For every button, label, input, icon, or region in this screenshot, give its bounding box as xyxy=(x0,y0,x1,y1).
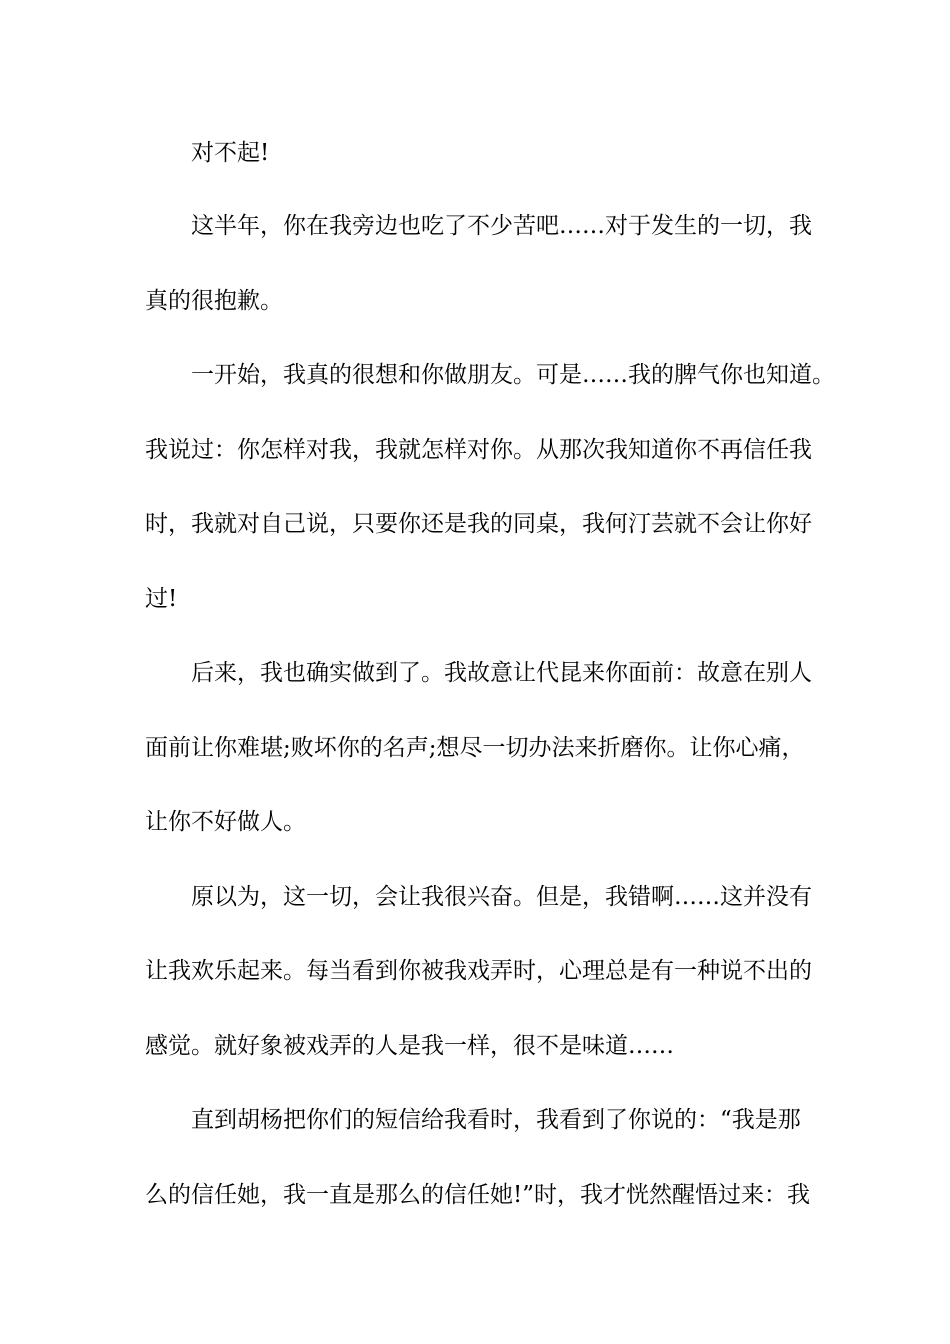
paragraph-line: 让你不好做人。 xyxy=(145,809,306,835)
paragraph-line: 一开始，我真的很想和你做朋友。可是……我的脾气你也知道。 xyxy=(191,362,835,388)
paragraph-line: 直到胡杨把你们的短信给我看时，我看到了你说的：“我是那 xyxy=(191,1107,801,1133)
paragraph-line: 面前让你难堪;败坏你的名声;想尽一切办法来折磨你。让你心痛， xyxy=(145,735,805,761)
paragraph-line: 后来，我也确实做到了。我故意让代昆来你面前：故意在别人 xyxy=(191,660,812,686)
paragraph-line: 对不起! xyxy=(191,140,270,166)
paragraph-line: 时，我就对自己说，只要你还是我的同桌，我何汀芸就不会让你好 xyxy=(145,511,812,537)
paragraph-line: 我说过：你怎样对我，我就怎样对你。从那次我知道你不再信任我 xyxy=(145,437,812,463)
paragraph-line: 么的信任她，我一直是那么的信任她!”时，我才恍然醒悟过来：我 xyxy=(145,1182,811,1208)
paragraph-line: 感觉。就好象被戏弄的人是我一样，很不是味道…… xyxy=(145,1033,674,1059)
paragraph-line: 过! xyxy=(145,586,178,612)
paragraph-line: 真的很抱歉。 xyxy=(145,288,283,314)
paragraph-line: 这半年，你在我旁边也吃了不少苦吧……对于发生的一切，我 xyxy=(191,213,812,239)
paragraph-line: 原以为，这一切，会让我很兴奋。但是，我错啊……这并没有 xyxy=(191,884,812,910)
paragraph-line: 让我欢乐起来。每当看到你被我戏弄时，心理总是有一种说不出的 xyxy=(145,958,812,984)
